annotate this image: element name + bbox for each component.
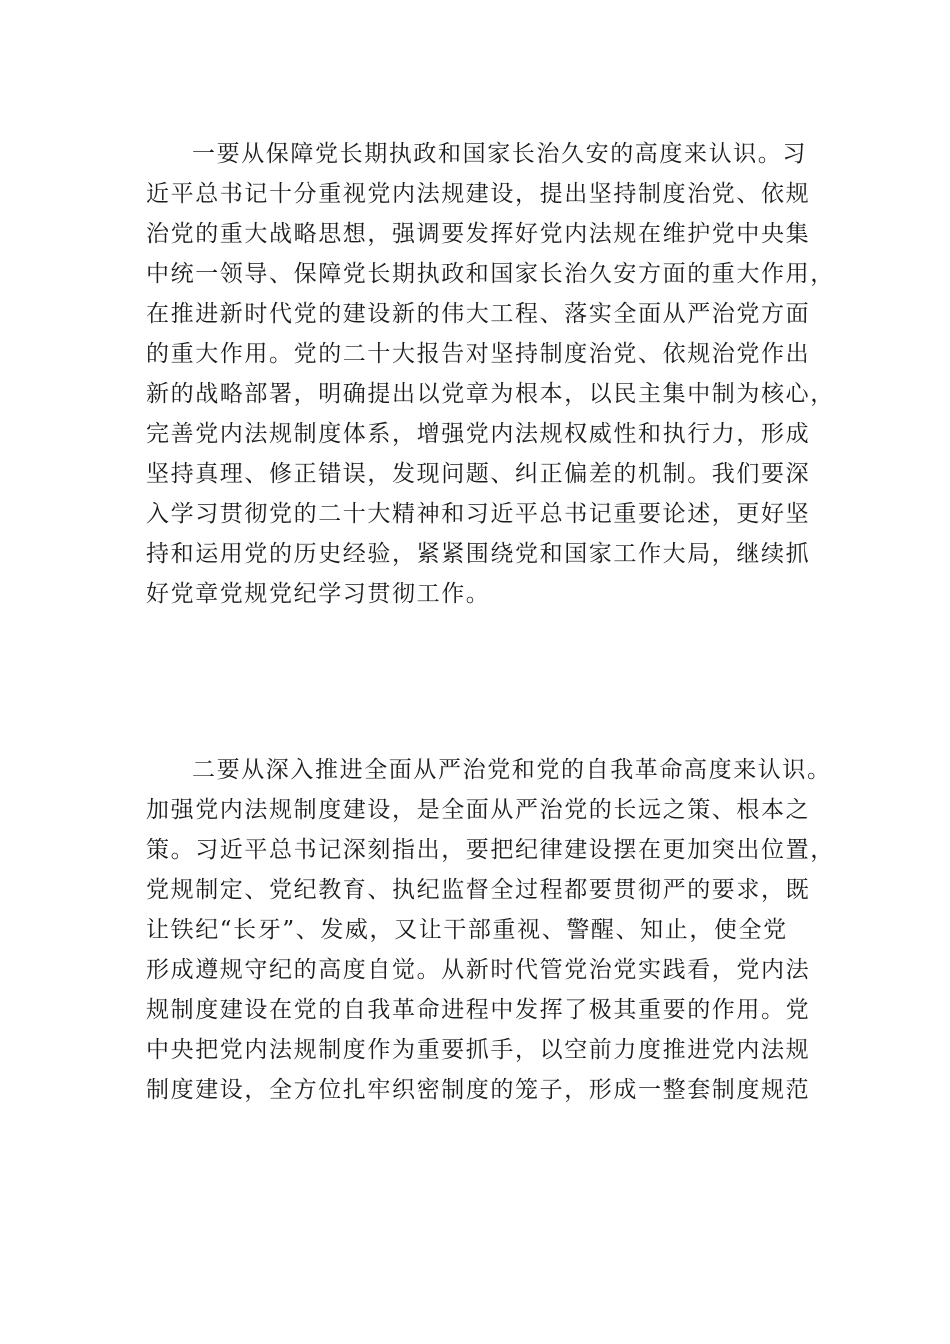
paragraph-line: 中央把党内法规制度作为重要抓手，以空前力度推进党内法规 <box>146 1037 811 1063</box>
paragraph-line: 形成遵规守纪的高度自觉。从新时代管党治党实践看，党内法 <box>146 957 811 983</box>
paragraph-line: 二要从深入推进全面从严治党和党的自我革命高度来认识。 <box>192 757 832 783</box>
paragraph-line: 党规制定、党纪教育、执纪监督全过程都要贯彻严的要求，既 <box>146 877 811 903</box>
paragraph-line: 规制度建设在党的自我革命进程中发挥了极其重要的作用。党 <box>146 997 811 1023</box>
paragraph-line: 让铁纪“长牙”、发威，又让干部重视、警醒、知止，使全党 <box>146 917 788 943</box>
paragraph-2 <box>146 750 835 1110</box>
paragraph-1 <box>146 134 835 614</box>
paragraph-line: 的重大作用。党的二十大报告对坚持制度治党、依规治党作出 <box>146 341 811 367</box>
paragraph-line: 一要从保障党长期执政和国家长治久安的高度来认识。习 <box>192 141 807 167</box>
paragraph-line: 新的战略部署，明确提出以党章为根本，以民主集中制为核心， <box>146 381 835 407</box>
paragraph-line: 策。习近平总书记深刻指出，要把纪律建设摆在更加突出位置， <box>146 837 835 863</box>
paragraph-line: 完善党内法规制度体系，增强党内法规权威性和执行力，形成 <box>146 421 811 447</box>
paragraph-line: 治党的重大战略思想，强调要发挥好党内法规在维护党中央集 <box>146 221 811 247</box>
paragraph-line: 好党章党规党纪学习贯彻工作。 <box>146 581 491 607</box>
paragraph-line: 加强党内法规制度建设，是全面从严治党的长远之策、根本之 <box>146 797 811 823</box>
paragraph-line: 在推进新时代党的建设新的伟大工程、落实全面从严治党方面 <box>146 301 811 327</box>
paragraph-line: 入学习贯彻党的二十大精神和习近平总书记重要论述，更好坚 <box>146 501 811 527</box>
paragraph-line: 中统一领导、保障党长期执政和国家长治久安方面的重大作用， <box>146 261 835 287</box>
paragraph-line: 持和运用党的历史经验，紧紧围绕党和国家工作大局，继续抓 <box>146 541 811 567</box>
paragraph-line: 制度建设，全方位扎牢织密制度的笼子，形成一整套制度规范 <box>146 1077 811 1103</box>
paragraph-line: 坚持真理、修正错误，发现问题、纠正偏差的机制。我们要深 <box>146 461 811 487</box>
paragraph-line: 近平总书记十分重视党内法规建设，提出坚持制度治党、依规 <box>146 181 811 207</box>
